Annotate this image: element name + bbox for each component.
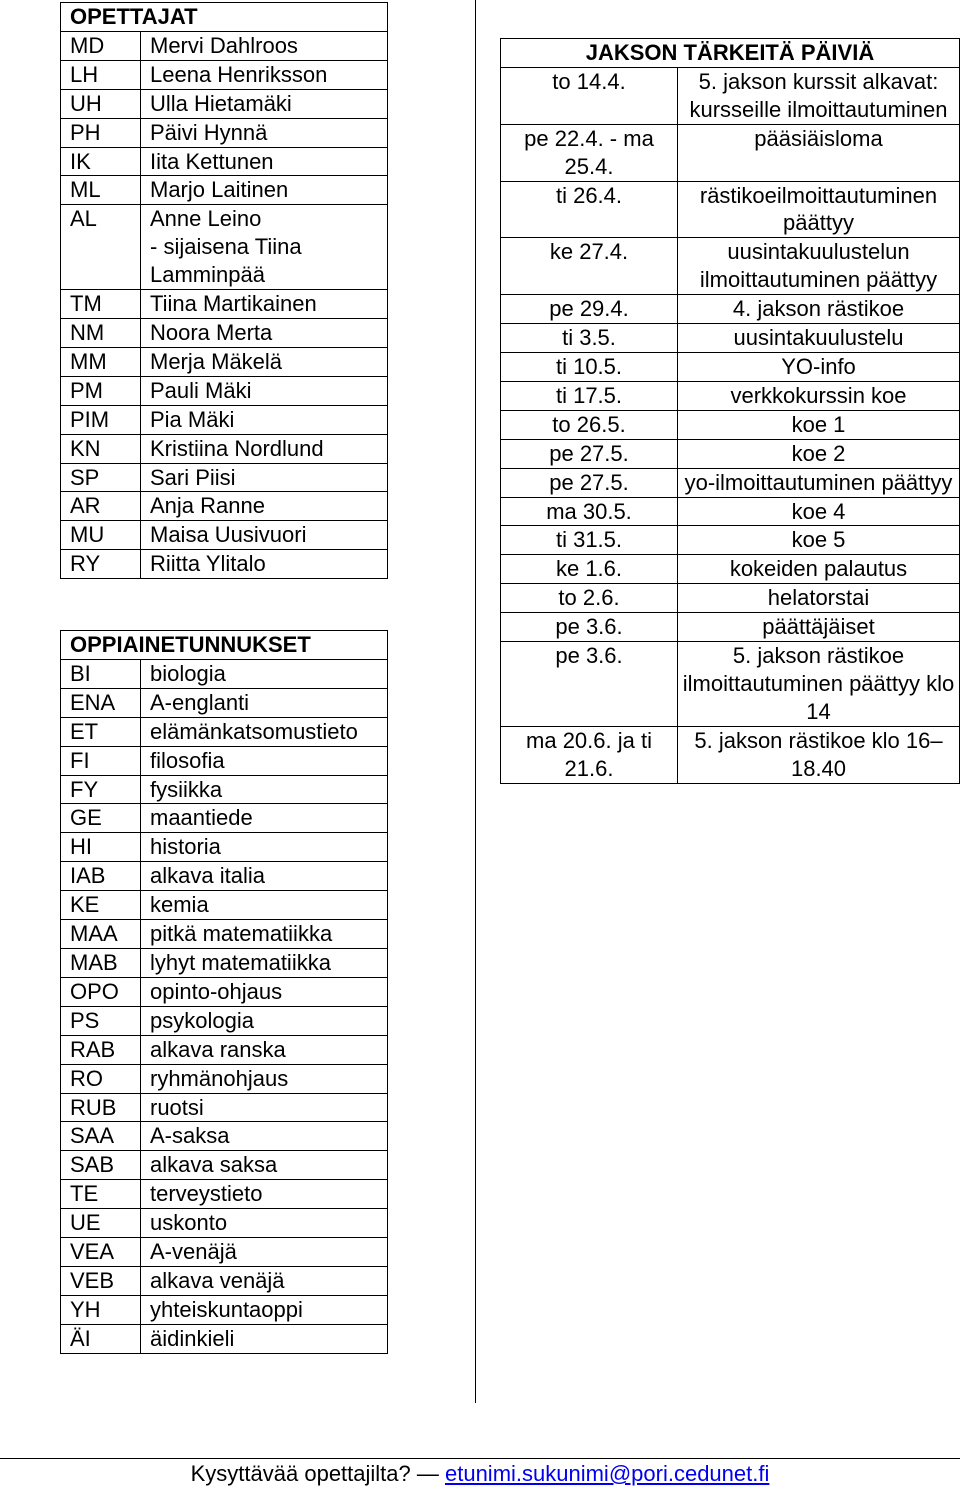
date-event: 5. jakson kurssit alkavat: kursseille ilmoittautuminen <box>678 67 960 124</box>
subject-row <box>61 804 388 833</box>
subject-row <box>61 717 388 746</box>
subject-name: kemia <box>141 891 388 920</box>
subject-name: A-saksa <box>141 1122 388 1151</box>
date-row <box>501 526 960 555</box>
subject-name: historia <box>141 833 388 862</box>
teacher-name: Sari Piisi <box>141 463 388 492</box>
teacher-row <box>61 89 388 118</box>
subject-row <box>61 1093 388 1122</box>
subject-name: alkava venäjä <box>141 1266 388 1295</box>
date-row <box>501 497 960 526</box>
column-divider <box>475 0 476 1403</box>
date-row <box>501 726 960 783</box>
subject-row <box>61 1122 388 1151</box>
teacher-code: UH <box>61 89 141 118</box>
date-event: koe 4 <box>678 497 960 526</box>
subject-row <box>61 862 388 891</box>
date-date: pe 3.6. <box>501 642 678 727</box>
subject-row <box>61 1324 388 1353</box>
teachers-table <box>60 2 388 579</box>
teacher-name: Marjo Laitinen <box>141 176 388 205</box>
teacher-code: PH <box>61 118 141 147</box>
date-date: ke 1.6. <box>501 555 678 584</box>
teacher-row <box>61 31 388 60</box>
teacher-row <box>61 60 388 89</box>
subject-code: MAA <box>61 920 141 949</box>
subject-name: maantiede <box>141 804 388 833</box>
subject-row <box>61 1151 388 1180</box>
teacher-code: NM <box>61 318 141 347</box>
teacher-code: ML <box>61 176 141 205</box>
subject-code: YH <box>61 1295 141 1324</box>
teacher-name: Noora Merta <box>141 318 388 347</box>
date-row <box>501 410 960 439</box>
teacher-code: PM <box>61 376 141 405</box>
date-event: koe 2 <box>678 439 960 468</box>
subject-name: filosofia <box>141 746 388 775</box>
teacher-code: MU <box>61 521 141 550</box>
date-event: YO-info <box>678 352 960 381</box>
subject-code: HI <box>61 833 141 862</box>
date-date: pe 27.5. <box>501 468 678 497</box>
teacher-row <box>61 205 388 290</box>
subject-row <box>61 1035 388 1064</box>
date-event: uusintakuulustelun ilmoittautuminen päättyy <box>678 238 960 295</box>
subject-name: psykologia <box>141 1006 388 1035</box>
teacher-code: MD <box>61 31 141 60</box>
date-event: 5. jakson rästikoe ilmoittautuminen päättyy klo 14 <box>678 642 960 727</box>
teacher-code: LH <box>61 60 141 89</box>
subjects-title: OPPIAINETUNNUKSET <box>61 631 388 660</box>
teacher-name: Mervi Dahlroos <box>141 31 388 60</box>
subject-code: GE <box>61 804 141 833</box>
date-date: ma 30.5. <box>501 497 678 526</box>
teacher-row <box>61 434 388 463</box>
teacher-name: Ulla Hietamäki <box>141 89 388 118</box>
teacher-name: Päivi Hynnä <box>141 118 388 147</box>
date-row <box>501 439 960 468</box>
subject-name: uskonto <box>141 1209 388 1238</box>
date-event: yo-ilmoittautuminen päättyy <box>678 468 960 497</box>
subject-name: fysiikka <box>141 775 388 804</box>
date-row <box>501 324 960 353</box>
teacher-row <box>61 463 388 492</box>
date-date: pe 22.4. - ma 25.4. <box>501 124 678 181</box>
date-row <box>501 181 960 238</box>
date-event: kokeiden palautus <box>678 555 960 584</box>
subject-row <box>61 1266 388 1295</box>
date-date: to 26.5. <box>501 410 678 439</box>
teacher-row <box>61 318 388 347</box>
teacher-name: Anja Ranne <box>141 492 388 521</box>
date-row <box>501 381 960 410</box>
subject-row <box>61 688 388 717</box>
teacher-code: PIM <box>61 405 141 434</box>
subject-code: KE <box>61 891 141 920</box>
date-row <box>501 67 960 124</box>
date-row <box>501 238 960 295</box>
teacher-name: Riitta Ylitalo <box>141 550 388 579</box>
subject-name: äidinkieli <box>141 1324 388 1353</box>
subject-code: VEB <box>61 1266 141 1295</box>
subject-row <box>61 1209 388 1238</box>
teachers-title: OPETTAJAT <box>61 3 388 32</box>
date-event: koe 5 <box>678 526 960 555</box>
subject-name: elämänkatsomustieto <box>141 717 388 746</box>
subject-row <box>61 833 388 862</box>
subject-code: MAB <box>61 948 141 977</box>
date-event: 4. jakson rästikoe <box>678 295 960 324</box>
teacher-name: Tiina Martikainen <box>141 290 388 319</box>
subject-code: ET <box>61 717 141 746</box>
subject-code: RAB <box>61 1035 141 1064</box>
teacher-row <box>61 492 388 521</box>
teacher-name: Kristiina Nordlund <box>141 434 388 463</box>
subject-name: alkava ranska <box>141 1035 388 1064</box>
subject-name: lyhyt matematiikka <box>141 948 388 977</box>
subject-row <box>61 659 388 688</box>
subject-row <box>61 1238 388 1267</box>
subject-code: RO <box>61 1064 141 1093</box>
teacher-code: IK <box>61 147 141 176</box>
subject-code: FY <box>61 775 141 804</box>
date-row <box>501 468 960 497</box>
date-row <box>501 613 960 642</box>
date-date: pe 27.5. <box>501 439 678 468</box>
footer <box>0 1460 960 1488</box>
teacher-name: Merja Mäkelä <box>141 347 388 376</box>
date-date: pe 29.4. <box>501 295 678 324</box>
teacher-name: Maisa Uusivuori <box>141 521 388 550</box>
subject-row <box>61 891 388 920</box>
teacher-code: TM <box>61 290 141 319</box>
subject-name: alkava saksa <box>141 1151 388 1180</box>
teacher-name: Pia Mäki <box>141 405 388 434</box>
date-event: rästikoeilmoittautuminen päättyy <box>678 181 960 238</box>
subject-row <box>61 1064 388 1093</box>
teacher-name: Pauli Mäki <box>141 376 388 405</box>
teacher-code: RY <box>61 550 141 579</box>
date-event: helatorstai <box>678 584 960 613</box>
date-date: pe 3.6. <box>501 613 678 642</box>
date-date: ti 3.5. <box>501 324 678 353</box>
date-date: ti 17.5. <box>501 381 678 410</box>
teacher-name: Leena Henriksson <box>141 60 388 89</box>
date-date: ti 26.4. <box>501 181 678 238</box>
subject-name: terveystieto <box>141 1180 388 1209</box>
subject-code: UE <box>61 1209 141 1238</box>
subject-row <box>61 1180 388 1209</box>
date-row <box>501 584 960 613</box>
subject-code: VEA <box>61 1238 141 1267</box>
date-event: koe 1 <box>678 410 960 439</box>
subject-codes-table <box>60 630 388 1354</box>
subject-name: yhteiskuntaoppi <box>141 1295 388 1324</box>
teacher-row <box>61 118 388 147</box>
subject-code: TE <box>61 1180 141 1209</box>
date-event: uusintakuulustelu <box>678 324 960 353</box>
teacher-row <box>61 347 388 376</box>
teacher-name: Anne Leino - sijaisena Tiina Lamminpää <box>141 205 388 290</box>
teacher-name: Iita Kettunen <box>141 147 388 176</box>
subject-code: FI <box>61 746 141 775</box>
teacher-row <box>61 147 388 176</box>
teacher-row <box>61 290 388 319</box>
subject-row <box>61 775 388 804</box>
teacher-code: SP <box>61 463 141 492</box>
subject-code: SAA <box>61 1122 141 1151</box>
subject-code: ÄI <box>61 1324 141 1353</box>
subject-code: ENA <box>61 688 141 717</box>
subject-code: SAB <box>61 1151 141 1180</box>
subject-code: PS <box>61 1006 141 1035</box>
date-row <box>501 352 960 381</box>
subject-code: IAB <box>61 862 141 891</box>
teacher-row <box>61 176 388 205</box>
subject-name: biologia <box>141 659 388 688</box>
date-event: pääsiäisloma <box>678 124 960 181</box>
date-date: ma 20.6. ja ti 21.6. <box>501 726 678 783</box>
teacher-row <box>61 405 388 434</box>
subject-name: A-englanti <box>141 688 388 717</box>
subject-code: RUB <box>61 1093 141 1122</box>
subject-name: pitkä matematiikka <box>141 920 388 949</box>
dates-title: JAKSON TÄRKEITÄ PÄIVIÄ <box>501 39 960 68</box>
subject-name: A-venäjä <box>141 1238 388 1267</box>
date-row <box>501 555 960 584</box>
subject-name: alkava italia <box>141 862 388 891</box>
date-event: 5. jakson rästikoe klo 16–18.40 <box>678 726 960 783</box>
footer-divider <box>0 1458 960 1459</box>
contact-email-link[interactable]: etunimi.sukunimi@pori.cedunet.fi <box>444 1461 770 1486</box>
subject-row <box>61 746 388 775</box>
subject-code: OPO <box>61 977 141 1006</box>
date-event: verkkokurssin koe <box>678 381 960 410</box>
date-date: ti 10.5. <box>501 352 678 381</box>
date-row <box>501 642 960 727</box>
date-row <box>501 124 960 181</box>
subject-code: BI <box>61 659 141 688</box>
teacher-row <box>61 550 388 579</box>
subject-row <box>61 1295 388 1324</box>
date-date: ke 27.4. <box>501 238 678 295</box>
teacher-code: KN <box>61 434 141 463</box>
subject-name: ryhmänohjaus <box>141 1064 388 1093</box>
teacher-code: AR <box>61 492 141 521</box>
subject-name: opinto-ohjaus <box>141 977 388 1006</box>
date-row <box>501 295 960 324</box>
date-event: päättäjäiset <box>678 613 960 642</box>
teacher-code: MM <box>61 347 141 376</box>
date-date: ti 31.5. <box>501 526 678 555</box>
subject-row <box>61 977 388 1006</box>
teacher-row <box>61 521 388 550</box>
teacher-code: AL <box>61 205 141 290</box>
date-date: to 2.6. <box>501 584 678 613</box>
subject-name: ruotsi <box>141 1093 388 1122</box>
footer-question: Kysyttävää opettajilta? — <box>190 1461 445 1486</box>
teacher-row <box>61 376 388 405</box>
date-date: to 14.4. <box>501 67 678 124</box>
important-dates-table <box>500 38 960 784</box>
subject-row <box>61 1006 388 1035</box>
subject-row <box>61 920 388 949</box>
subject-row <box>61 948 388 977</box>
